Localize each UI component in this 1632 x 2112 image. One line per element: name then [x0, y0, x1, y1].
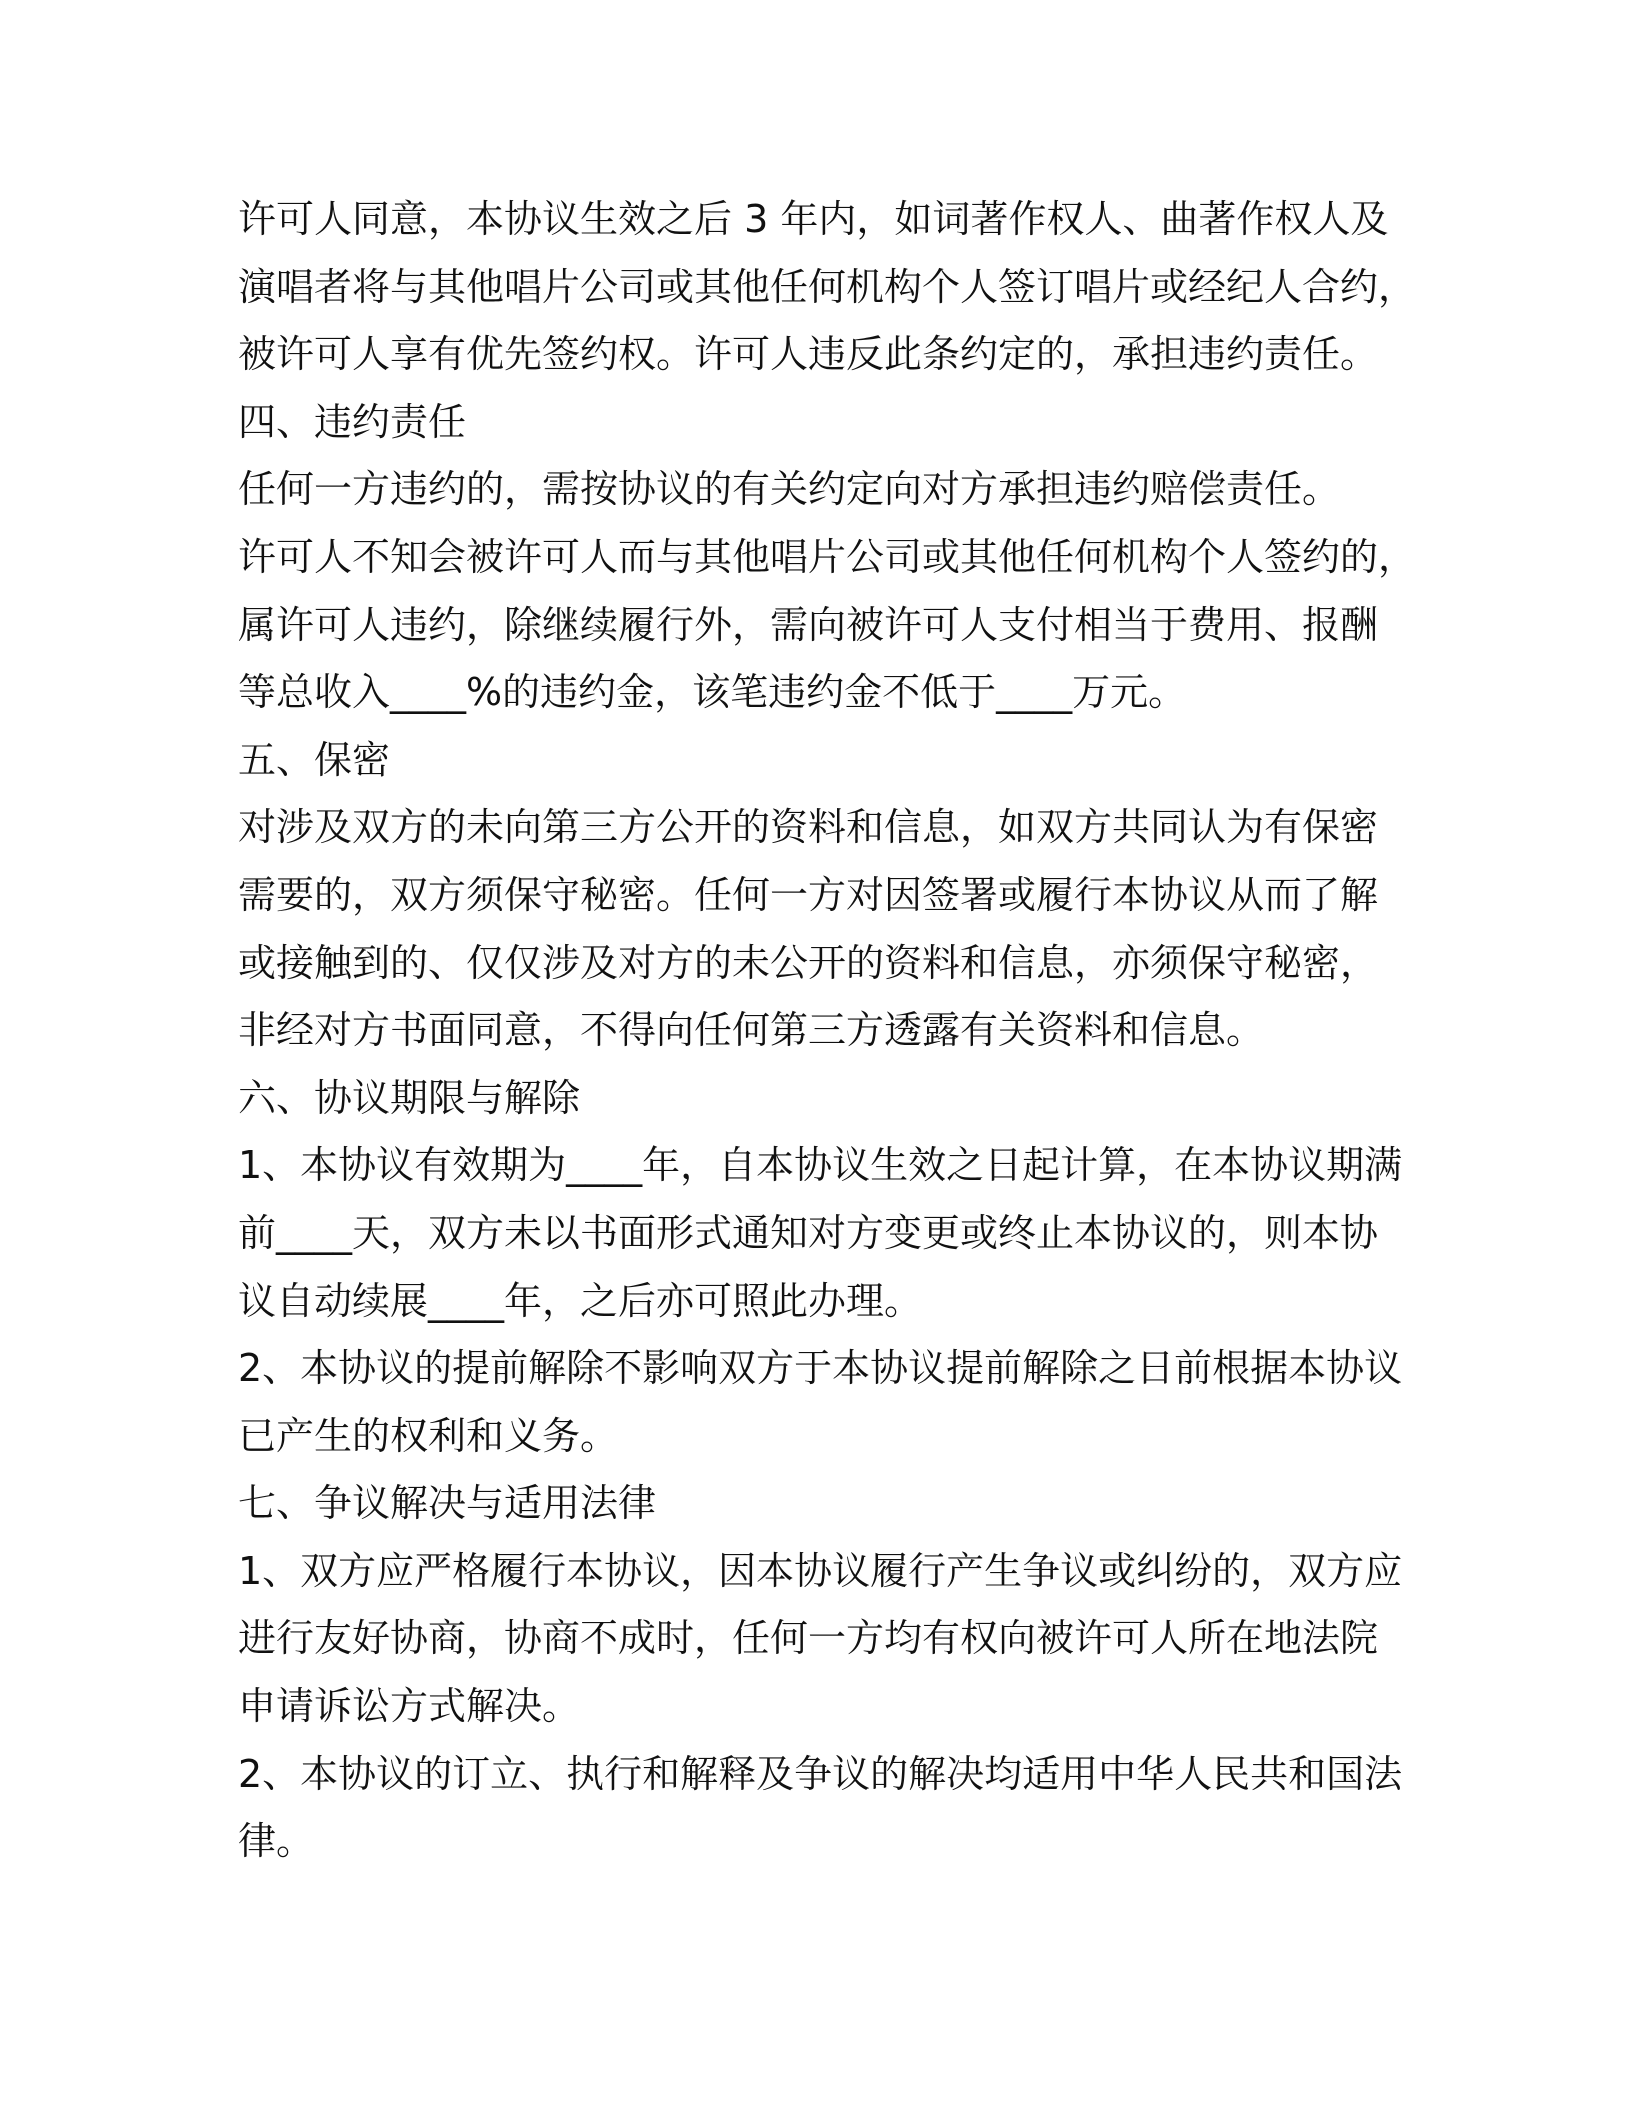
section-heading: 五、保密 — [238, 737, 391, 782]
paragraph-line: 需要的，双方须保守秘密。任何一方对因签署或履行本协议从而了解 — [238, 872, 1379, 917]
paragraph-line: 2、本协议的订立、执行和解释及争议的解决均适用中华人民共和国法 — [238, 1751, 1403, 1796]
paragraph-line: 演唱者将与其他唱片公司或其他任何机构个人签订唱片或经纪人合约， — [238, 264, 1417, 309]
paragraph-line: 属许可人违约，除继续履行外，需向被许可人支付相当于费用、报酬 — [238, 602, 1379, 647]
paragraph-line: 1、双方应严格履行本协议，因本协议履行产生争议或纠纷的，双方应 — [238, 1548, 1403, 1593]
section-heading: 六、协议期限与解除 — [238, 1075, 581, 1120]
paragraph-line: 非经对方书面同意，不得向任何第三方透露有关资料和信息。 — [238, 1008, 1265, 1053]
section-heading: 七、争议解决与适用法律 — [238, 1481, 657, 1526]
paragraph-line: 前____天，双方未以书面形式通知对方变更或终止本协议的，则本协 — [238, 1210, 1379, 1255]
paragraph-line: 议自动续展____年，之后亦可照此办理。 — [238, 1278, 923, 1323]
paragraph-line: 任何一方违约的，需按协议的有关约定向对方承担违约赔偿责任。 — [238, 467, 1341, 512]
paragraph-line: 等总收入____%的违约金，该笔违约金不低于____万元。 — [238, 670, 1187, 715]
paragraph-line: 2、本协议的提前解除不影响双方于本协议提前解除之日前根据本协议 — [238, 1346, 1403, 1391]
paragraph-line: 对涉及双方的未向第三方公开的资料和信息，如双方共同认为有保密 — [238, 805, 1379, 850]
paragraph-line: 律。 — [238, 1819, 315, 1864]
paragraph-line: 被许可人享有优先签约权。许可人违反此条约定的，承担违约责任。 — [238, 332, 1379, 377]
paragraph-line: 进行友好协商，协商不成时，任何一方均有权向被许可人所在地法院 — [238, 1616, 1379, 1661]
paragraph-line: 申请诉讼方式解决。 — [238, 1684, 581, 1729]
paragraph-line: 已产生的权利和义务。 — [238, 1413, 619, 1458]
document-body — [238, 186, 1417, 1876]
paragraph-line: 许可人不知会被许可人而与其他唱片公司或其他任何机构个人签约的， — [238, 534, 1417, 579]
paragraph-line: 1、本协议有效期为____年，自本协议生效之日起计算，在本协议期满 — [238, 1143, 1403, 1188]
paragraph-line: 许可人同意，本协议生效之后 3 年内，如词著作权人、曲著作权人及 — [238, 197, 1389, 241]
paragraph-line: 或接触到的、仅仅涉及对方的未公开的资料和信息，亦须保守秘密， — [238, 940, 1379, 985]
section-heading: 四、违约责任 — [238, 399, 467, 444]
